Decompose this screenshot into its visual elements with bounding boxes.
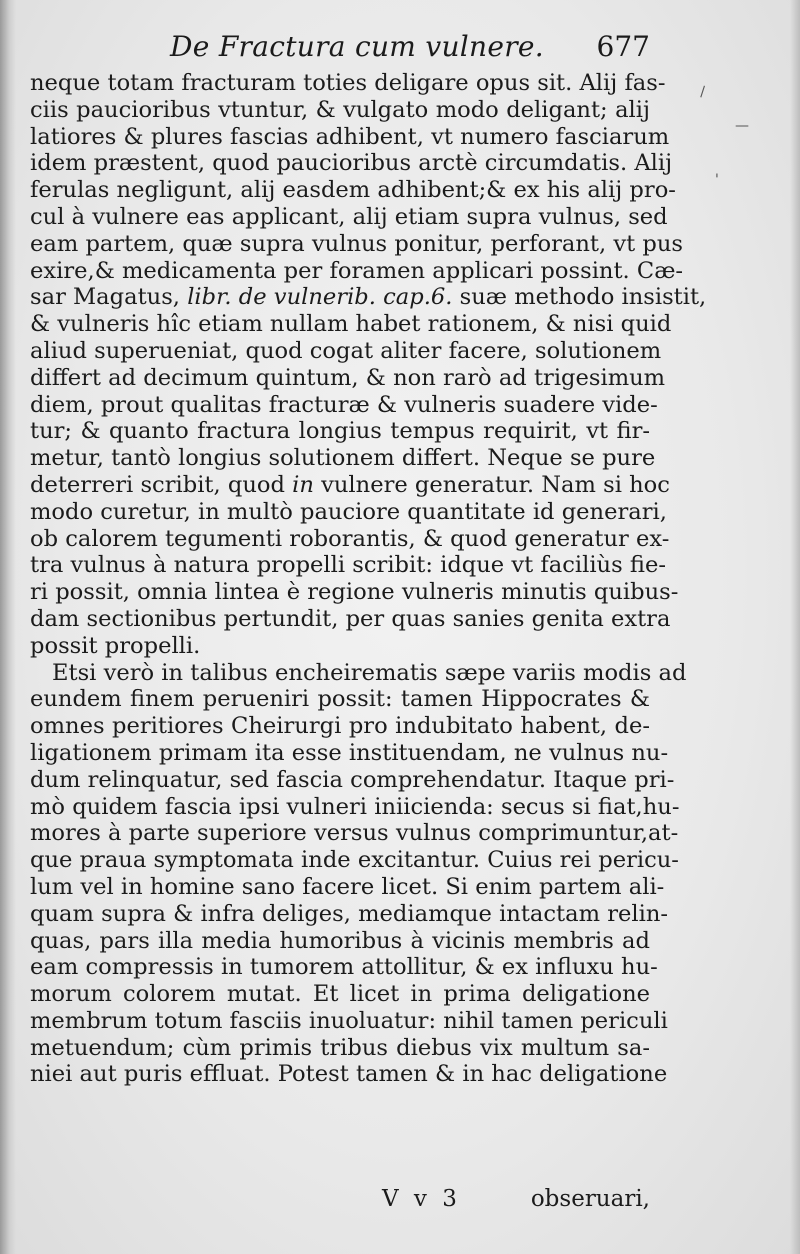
text-line: neque totam fracturam toties deligare opus sit. Alij fas- (30, 70, 666, 96)
signature-mark: V v 3 (382, 1186, 461, 1212)
text-line: Etsi verò in talibus encheirematis sæpe variis modis ad (52, 659, 687, 686)
text-line: omnes peritiores Cheirurgi pro indubitato habent, de- (30, 713, 650, 740)
text-line: mò quidem fascia ipsi vulneri iniicienda: secus si fiat,hu- (30, 793, 680, 820)
italic-text-segment: in (292, 471, 314, 498)
text-line: cul à vulnere eas applicant, alij etiam supra vulnus, sed (30, 203, 668, 230)
text-line: que praua symptomata inde excitantur. Cuius rei pericu- (30, 847, 679, 874)
text-line: dam sectionibus pertundit, per quas sanies genita extra (30, 605, 671, 632)
text-line: latiores & plures fascias adhibent, vt numero fasciarum (30, 123, 670, 150)
text-line: dum relinquatur, sed fascia comprehendatur. Itaque pri- (30, 766, 675, 793)
page-gutter-shadow (0, 0, 16, 1254)
text-line: niei aut puris effluat. Potest tamen & in hac deligatione (30, 1061, 668, 1088)
text-line: idem præstent, quod paucioribus arctè circumdatis. Alij (30, 150, 673, 177)
text-segment: deterreri scribit, quod (30, 471, 293, 498)
text-segment: suæ methodo insistit, (452, 284, 707, 311)
page-header (170, 30, 650, 74)
text-segment: sar Magatus, (30, 284, 188, 311)
text-line: quas, pars illa media humoribus à vicinis membris ad (30, 927, 650, 954)
running-title: De Fractura cum vulnere. (170, 30, 545, 63)
text-line: exire,& medicamenta per foramen applicari possint. Cæ- (30, 257, 684, 284)
page-number: 677 (596, 30, 650, 63)
text-line: eam partem, quæ supra vulnus ponitur, perforant, vt pus (30, 230, 683, 257)
body-text (30, 70, 707, 1088)
text-segment: vulnere generatur. Nam si hoc (313, 471, 670, 498)
text-line: membrum totum fasciis inuoluatur: nihil tamen periculi (30, 1007, 668, 1034)
text-line: metuendum; cùm primis tribus diebus vix multum sa- (30, 1034, 650, 1061)
catchword: obseruari, (530, 1186, 650, 1212)
text-line: differt ad decimum quintum, & non rarò ad trigesimum (30, 364, 666, 391)
text-line: ob calorem tegumenti roborantis, & quod generatur ex- (30, 525, 670, 552)
text-line: possit propelli. (30, 632, 201, 659)
text-line: ciis paucioribus vtuntur, & vulgato modo deligant; alij (30, 96, 650, 123)
text-line: diem, prout qualitas fracturæ & vulneris suadere vide- (30, 391, 658, 418)
text-line: lum vel in homine sano facere licet. Si enim partem ali- (30, 873, 665, 900)
speck-mark: \ (695, 84, 709, 100)
text-line: ri possit, omnia lintea è regione vulneris minutis quibus- (30, 579, 679, 606)
speck-mark: — (735, 118, 749, 134)
text-line: ferulas negligunt, alij easdem adhibent;& ex his alij pro- (30, 177, 676, 204)
text-line: & vulneris hîc etiam nullam habet rationem, & nisi quid (30, 311, 672, 338)
text-line: aliud superueniat, quod cogat aliter facere, solutionem (30, 337, 662, 364)
speck-mark: ' (715, 172, 719, 188)
text-line: mores à parte superiore versus vulnus comprimuntur,at- (30, 820, 679, 847)
text-line: tra vulnus à natura propelli scribit: idque vt faciliùs fie- (30, 552, 666, 579)
text-line: morum colorem mutat. Et licet in prima deligatione (30, 981, 650, 1008)
italic-text-segment: libr. de vulnerib. cap.6. (187, 284, 453, 311)
text-line: tur; & quanto fractura longius tempus requirit, vt fir- (30, 418, 650, 445)
text-line: eundem finem perueniri possit: tamen Hippocrates & (30, 686, 650, 713)
text-line (30, 471, 670, 499)
page-edge-shadow (790, 0, 800, 1254)
text-line: eam compressis in tumorem attollitur, & ex influxu hu- (30, 954, 658, 981)
text-line: metur, tantò longius solutionem differt. Neque se pure (30, 445, 656, 472)
text-line: modo curetur, in multò pauciore quantitate id generari, (30, 498, 667, 525)
text-line (30, 284, 707, 311)
page-footer (30, 1186, 650, 1216)
text-line: quam supra & infra deliges, mediamque intactam relin- (30, 900, 669, 927)
text-line: ligationem primam ita esse instituendam, ne vulnus nu- (30, 739, 669, 766)
